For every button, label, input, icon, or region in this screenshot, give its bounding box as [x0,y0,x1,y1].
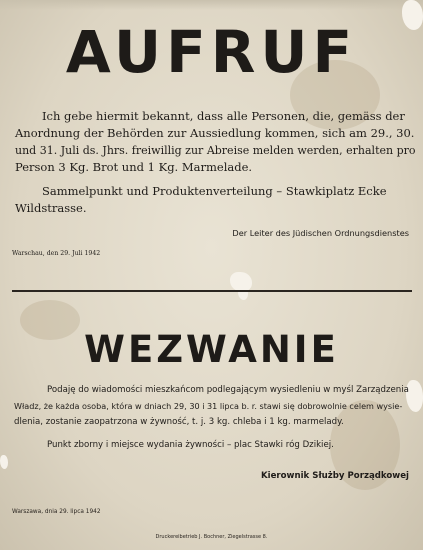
polish-line-2: Władz, że każda osoba, która w dniach 29, 30 i 31 lipca b. r. stawi się dobrowolnie celem wysie- [14,401,403,411]
german-line-1: Ich gebe hiermit bekannt, dass alle Personen, die, gemäss der [42,109,405,123]
polish-line-4: Punkt zborny i miejsce wydania żywności – plac Stawki róg Dzikiej. [47,440,334,450]
german-line-5: Sammelpunkt und Produktenverteilung – Stawkiplatz Ecke [42,184,387,198]
paper-tear [238,286,248,300]
section-divider [12,290,412,292]
polish-line-3: dlenia, zostanie zaopatrzona w żywność, t. j. 3 kg. chleba i 1 kg. marmelady. [14,417,344,427]
german-line-2: Anordnung der Behörden zur Aussiedlung kommen, sich am 29., 30. [15,126,415,140]
printer-imprint: Druckereibetrieb J. Bochner, Ziegelstrasse 8. [155,534,268,540]
german-title: AUFRUF [65,18,358,86]
german-line-3: und 31. Juli ds. Jhrs. freiwillig zur Abreise melden werden, erhalten pro [15,144,416,157]
polish-signature: Kierownik Służby Porządkowej [260,471,409,481]
polish-date: Warszawa, dnia 29. lipca 1942 [12,509,101,515]
paper-edge [0,0,423,10]
polish-line-1: Podaję do wiadomości mieszkańcom podlegającym wysiedleniu w myśl Zarządzenia [47,385,409,395]
german-date: Warschau, den 29. Juli 1942 [12,250,101,257]
polish-title: WEZWANIE [84,328,339,371]
paper-tear [0,455,8,469]
german-line-4: Person 3 Kg. Brot und 1 Kg. Marmelade. [15,160,253,174]
german-signature: Der Leiter des Jüdischen Ordnungsdienstes [232,228,409,238]
german-line-6: Wildstrasse. [15,201,87,215]
